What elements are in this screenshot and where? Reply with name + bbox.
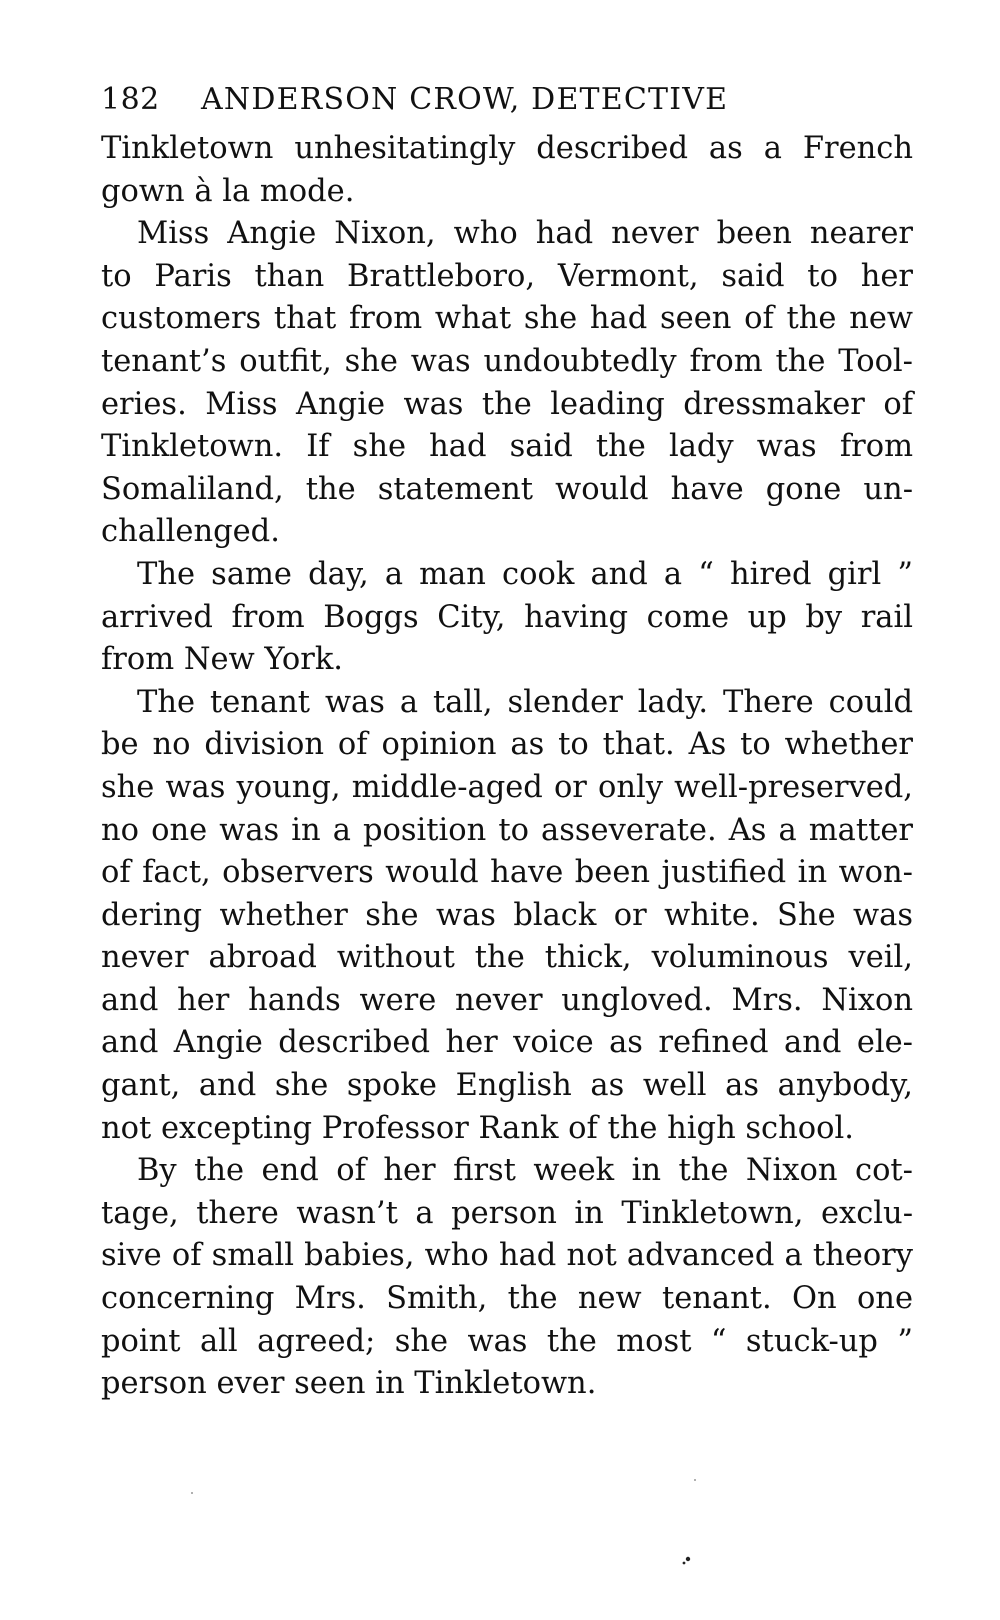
text-line: not excepting Professor Rank of the high school. [101,1110,854,1146]
text-line: and her hands were never ungloved. Mrs. Nixon [101,982,913,1018]
page-number: 182 [101,82,160,117]
text-line: point all agreed; she was the most “ stuck-up ” [101,1323,913,1359]
text-line: from New York. [101,642,343,678]
paragraph [101,682,913,1151]
text-line: of fact, observers would have been justified in won- [101,855,913,891]
text-line: Somaliland, the statement would have gone un- [101,471,913,507]
running-title: ANDERSON CROW, DETECTIVE [201,82,729,117]
print-speck [683,1562,686,1565]
text-line: Tinkletown unhesitatingly described as a French [101,131,913,166]
book-page [101,78,913,1406]
body-text [101,128,913,1406]
paragraph [101,213,913,554]
text-line: Miss Angie Nixon, who had never been nearer [137,216,913,252]
text-line: Tinkletown. If she had said the lady was from [101,429,913,465]
text-line: The same day, a man cook and a “ hired girl ” [137,556,913,592]
text-line: gant, and she spoke English as well as anybody, [101,1068,913,1104]
text-line: gown à la mode. [101,173,355,209]
text-line: arrived from Boggs City, having come up by rail [101,599,913,635]
paragraph [101,128,913,213]
text-line: eries. Miss Angie was the leading dressmaker of [101,386,913,422]
running-header [101,78,913,128]
text-line: person ever seen in Tinkletown. [101,1366,597,1402]
text-line: and Angie described her voice as refined and ele- [101,1025,913,1061]
paragraph [101,554,913,682]
text-line: tage, there wasn’t a person in Tinkletown, exclu- [101,1195,913,1231]
text-line: By the end of her first week in the Nixon cot- [137,1153,913,1189]
text-line: customers that from what she had seen of the new [101,301,913,337]
text-line: challenged. [101,514,280,550]
text-line: concerning Mrs. Smith, the new tenant. On one [101,1281,913,1317]
text-line: dering whether she was black or white. She was [101,897,913,933]
text-line: be no division of opinion as to that. As to whether [101,727,913,763]
text-line: she was young, middle-aged or only well-preserved, [101,769,913,805]
print-speck [191,1492,193,1494]
text-line: never abroad without the thick, voluminous veil, [101,940,913,976]
print-speck [686,1557,690,1561]
print-speck [694,1479,696,1481]
text-line: The tenant was a tall, slender lady. There could [137,684,913,720]
text-line: tenant’s outfit, she was undoubtedly from the Tool- [101,343,913,379]
text-line: to Paris than Brattleboro, Vermont, said to her [101,258,913,294]
text-line: sive of small babies, who had not advanced a theory [101,1238,913,1274]
text-line: no one was in a position to asseverate. As a matter [101,812,913,848]
paragraph [101,1150,913,1406]
